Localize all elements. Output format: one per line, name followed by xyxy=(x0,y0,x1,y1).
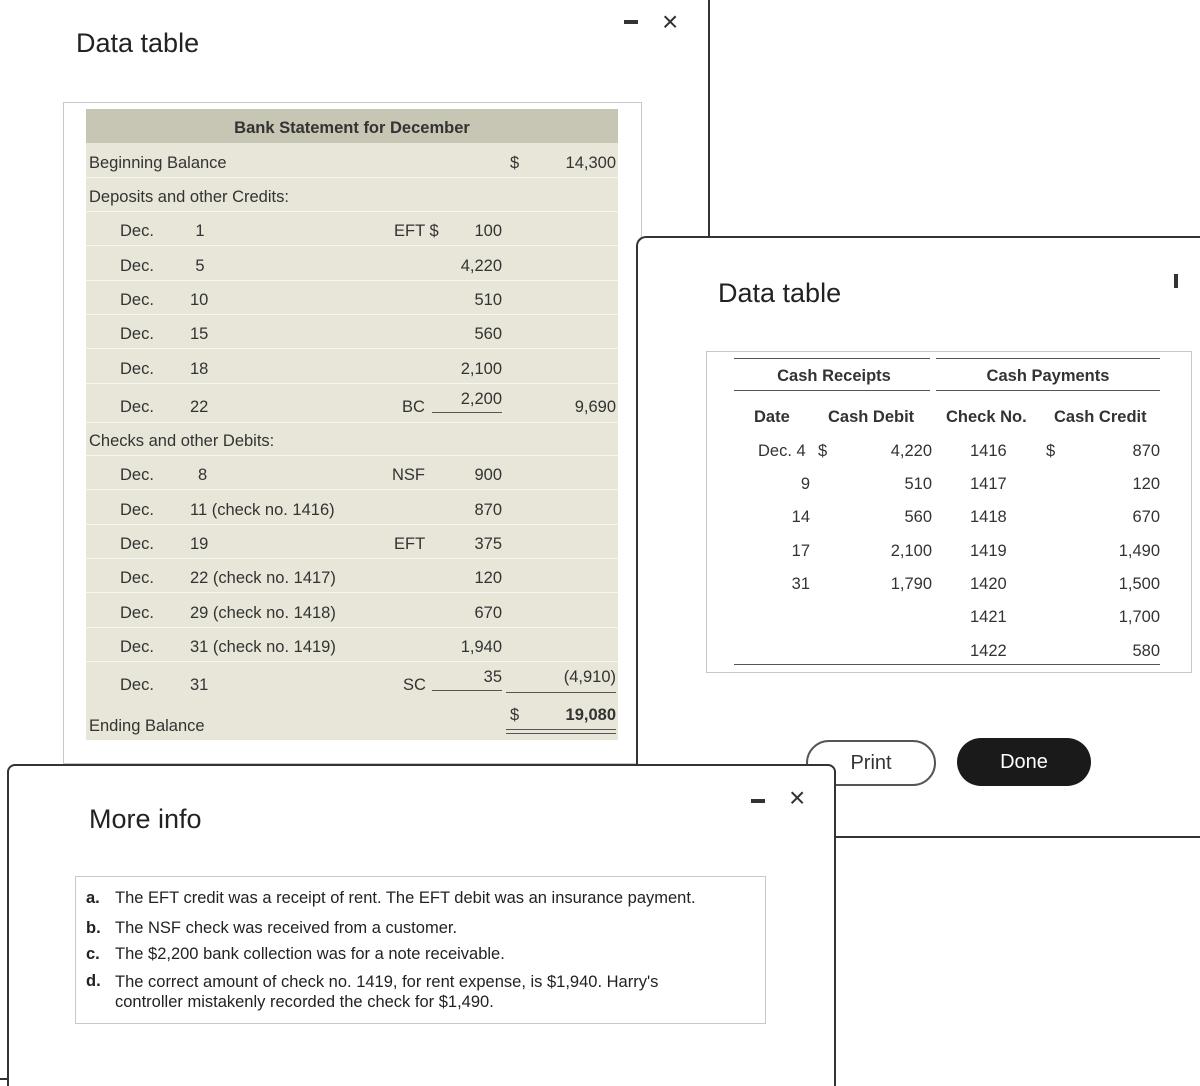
table-cell: 4,220 xyxy=(890,442,932,460)
table-cell: 1421 xyxy=(970,608,1007,626)
table-cell: 1,790 xyxy=(890,575,932,593)
minimize-icon[interactable] xyxy=(624,20,638,24)
deposits-total: 9,690 xyxy=(574,398,616,416)
table-cell: $ xyxy=(818,442,828,460)
table-cell: 1416 xyxy=(970,442,1007,460)
statement-heading: Bank Statement for December xyxy=(234,119,470,137)
window-title: Data table xyxy=(718,278,842,308)
table-cell: 670 xyxy=(1132,508,1160,526)
checks-total: (4,910) xyxy=(563,668,616,686)
table-cell: 120 xyxy=(1132,475,1160,493)
col-credit: Cash Credit xyxy=(1054,408,1147,426)
table-cell: 1,490 xyxy=(1118,542,1160,560)
ending-dollar: $ xyxy=(510,706,520,724)
table-cell: 2,100 xyxy=(890,542,932,560)
receipts-header: Cash Receipts xyxy=(777,367,891,385)
item-label: b. xyxy=(86,919,101,937)
print-button[interactable]: Print xyxy=(806,740,936,786)
item-label: a. xyxy=(86,889,100,907)
beginning-balance-label: Beginning Balance xyxy=(89,154,227,172)
table-cell: 1419 xyxy=(970,542,1007,560)
table-cell: Dec. 4 xyxy=(758,442,806,460)
table-cell: 1422 xyxy=(970,642,1007,660)
item-label: d. xyxy=(86,972,101,990)
item-text: The EFT credit was a receipt of rent. The EFT debit was an insurance payment. xyxy=(115,889,696,907)
table-cell: 14 xyxy=(791,508,810,526)
col-check: Check No. xyxy=(946,408,1027,426)
minimize-icon[interactable] xyxy=(751,799,765,803)
table-cell: 1420 xyxy=(970,575,1007,593)
ending-balance-value: 19,080 xyxy=(565,706,616,724)
table-cell: $ xyxy=(1046,442,1056,460)
done-button[interactable]: Done xyxy=(957,738,1091,786)
col-date: Date xyxy=(754,408,790,426)
close-icon[interactable]: × xyxy=(662,6,679,37)
table-cell: 510 xyxy=(904,475,932,493)
payments-header: Cash Payments xyxy=(986,367,1110,385)
table-cell: 580 xyxy=(1132,642,1160,660)
table-cell: 1,700 xyxy=(1118,608,1160,626)
checks-label: Checks and other Debits: xyxy=(89,432,275,450)
col-debit: Cash Debit xyxy=(828,408,915,426)
item-text: The NSF check was received from a customer. xyxy=(115,919,458,937)
item-label: c. xyxy=(86,945,100,963)
minimize-icon[interactable] xyxy=(1174,274,1178,288)
table-cell: 1417 xyxy=(970,475,1007,493)
more-info-list xyxy=(75,876,766,1024)
table-cell: 31 xyxy=(791,575,810,593)
beginning-dollar: $ xyxy=(510,154,520,172)
item-text: The $2,200 bank collection was for a note receivable. xyxy=(115,945,505,963)
item-text: The correct amount of check no. 1419, for rent expense, is $1,940. Harry's controller mistakenly recorded the check for $1,490. xyxy=(115,973,659,1011)
beginning-balance-value: 14,300 xyxy=(565,154,616,172)
table-cell: 870 xyxy=(1132,442,1160,460)
data-table-window: Data table × Bank Statement for December Beginning Balance $ 14,300 Deposits and other Credits: Dec. 1 EFT $ 100 Dec. 5 4,220 Dec. 10 510 Dec. 15 560 Dec. 18 2,100 Dec. 22 BC 2,200 9,690 Checks and other Debits: Dec. 8 NSF 900 Dec. 11 (check no. 1416) 870 Dec. 19 EFT 375 Dec. 22 (check no. 1417) 120 Dec. 29 (check no. 1418) 670 Dec. 31 (check no. 1419) 1,940 Dec. 31 SC 35 (4,910) Ending Balance $ 19,080 xyxy=(0,0,710,1080)
window-title: More info xyxy=(89,804,202,834)
ending-balance-label: Ending Balance xyxy=(89,717,205,735)
close-icon[interactable]: × xyxy=(789,782,806,813)
window-title: Data table xyxy=(76,28,200,58)
table-cell: 17 xyxy=(791,542,810,560)
table-cell: 1,500 xyxy=(1118,575,1160,593)
table-cell: 560 xyxy=(904,508,932,526)
deposits-label: Deposits and other Credits: xyxy=(89,188,289,206)
table-cell: 1418 xyxy=(970,508,1007,526)
table-cell: 9 xyxy=(800,475,810,493)
